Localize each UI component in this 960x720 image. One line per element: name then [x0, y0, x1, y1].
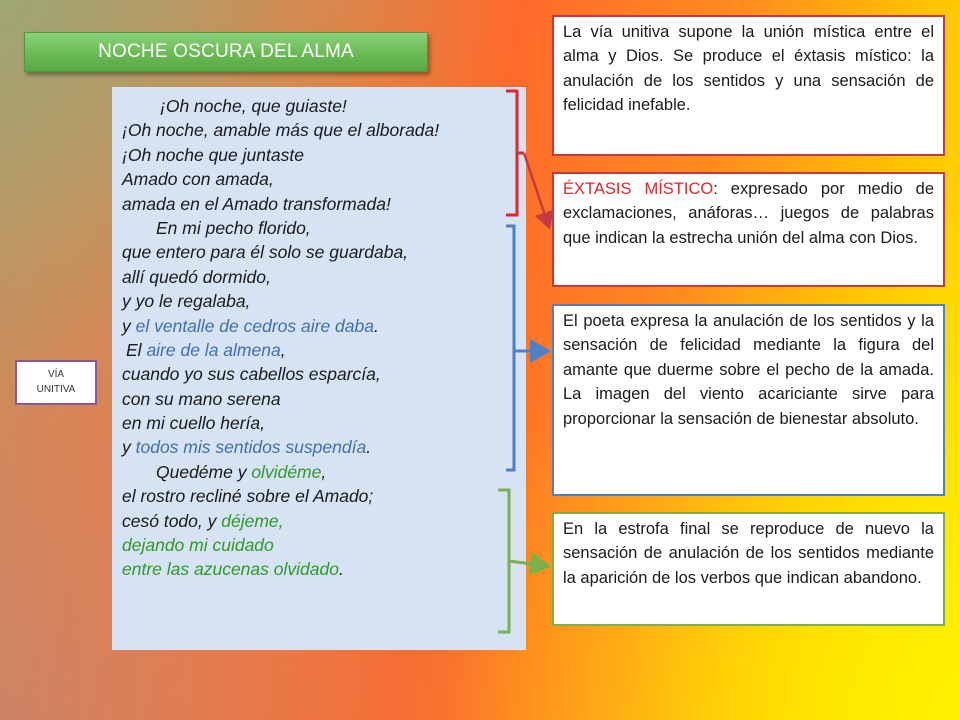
poem-segment: En mi pecho florido, — [156, 217, 311, 238]
estrofa-final-text: En la estrofa final se reproduce de nuevo la sensación de anulación de los sentidos mediante la aparición de los verbos que indican abandono. — [563, 520, 934, 587]
poem-segment: que entero para él solo se guardaba, — [122, 242, 409, 263]
via-unitiva-text: La vía unitiva supone la unión mística entre el alma y Dios. Se produce el éxtasis místico: la anulación de los sentidos y una sensación de felicidad inefable. — [563, 23, 934, 115]
poem-segment: cuando yo sus cabellos esparcía, — [122, 364, 381, 385]
poem-segment: en mi cuello hería, — [122, 413, 265, 434]
poem-segment: ¡Oh noche que juntaste — [122, 144, 304, 165]
poem-line — [122, 533, 522, 557]
poem-line — [122, 118, 522, 142]
poem-line — [122, 435, 522, 459]
poem-segment: con su mano serena — [122, 388, 281, 409]
poem-segment: dejando mi cuidado — [122, 535, 274, 556]
poem-segment: el ventalle de cedros aire daba — [135, 315, 374, 336]
poem-segment: aire de la almena — [146, 339, 281, 360]
page-title: NOCHE OSCURA DEL ALMA — [24, 32, 428, 72]
poem-line — [122, 167, 522, 191]
poem-line — [122, 192, 522, 216]
poem-segment: . — [366, 437, 372, 458]
extasis-term: ÉXTASIS MÍSTICO — [563, 180, 714, 198]
poem-segment: entre las azucenas olvidado — [122, 559, 339, 580]
poem-segment: . — [373, 315, 379, 336]
poem-line — [122, 411, 522, 435]
poem-segment: allí quedó dormido, — [122, 266, 271, 287]
red-arrow — [524, 153, 549, 227]
poem-text — [122, 94, 522, 582]
poem-line — [122, 509, 522, 533]
poem-segment: y yo le regalaba, — [122, 291, 251, 312]
poem-line — [122, 557, 522, 581]
poem-line — [122, 362, 522, 386]
poem-segment: olvidéme — [251, 461, 322, 482]
poeta-text: El poeta expresa la anulación de los sentidos y la sensación de felicidad mediante la figura del amante que duerme sobre el pecho de la amada. La imagen del viento acariciante sirve para proporcionar la sensación de bienestar absoluto. — [563, 312, 934, 428]
extasis-mistico-box — [552, 172, 945, 287]
via-unitiva-label — [15, 360, 97, 405]
poem-line — [122, 338, 522, 362]
poem-segment: Quedéme y — [156, 461, 252, 482]
poem-segment: Amado con amada, — [122, 169, 274, 190]
poem-line — [122, 387, 522, 411]
poem-segment: déjeme, — [221, 510, 284, 531]
poem-segment: amada en el Amado transformada! — [122, 193, 391, 214]
via-unitiva-box — [552, 15, 945, 156]
poem-segment: cesó todo, y — [122, 510, 222, 531]
poem-panel — [112, 87, 526, 650]
poem-line — [122, 216, 522, 240]
poem-segment: y — [122, 315, 136, 336]
poem-segment: el rostro recliné sobre el Amado; — [122, 486, 374, 507]
poem-segment: ¡Oh noche, que guiaste! — [160, 96, 347, 116]
poem-segment: El — [126, 339, 147, 360]
poem-line — [122, 240, 522, 264]
poem-segment: , — [321, 461, 327, 482]
poem-line — [122, 289, 522, 313]
poem-segment: . — [338, 559, 344, 580]
estrofa-final-box — [552, 512, 945, 626]
poeta-box — [552, 304, 945, 496]
via-label-line2: UNITIVA — [36, 384, 76, 395]
poem-segment: todos mis sentidos suspendía — [135, 437, 367, 458]
poem-line — [122, 94, 522, 118]
poem-line — [122, 314, 522, 338]
poem-segment: ¡Oh noche, amable más que el alborada! — [122, 120, 440, 141]
poem-line — [122, 460, 522, 484]
via-label-line1: VÍA — [47, 369, 65, 380]
extasis-text: : expresado por medio de exclamaciones, anáforas… juegos de palabras que indican la estrecha unión del alma con Dios. — [563, 180, 934, 247]
poem-line — [122, 265, 522, 289]
poem-segment: y — [122, 437, 136, 458]
poem-segment: , — [280, 339, 286, 360]
poem-line — [122, 143, 522, 167]
poem-line — [122, 484, 522, 508]
